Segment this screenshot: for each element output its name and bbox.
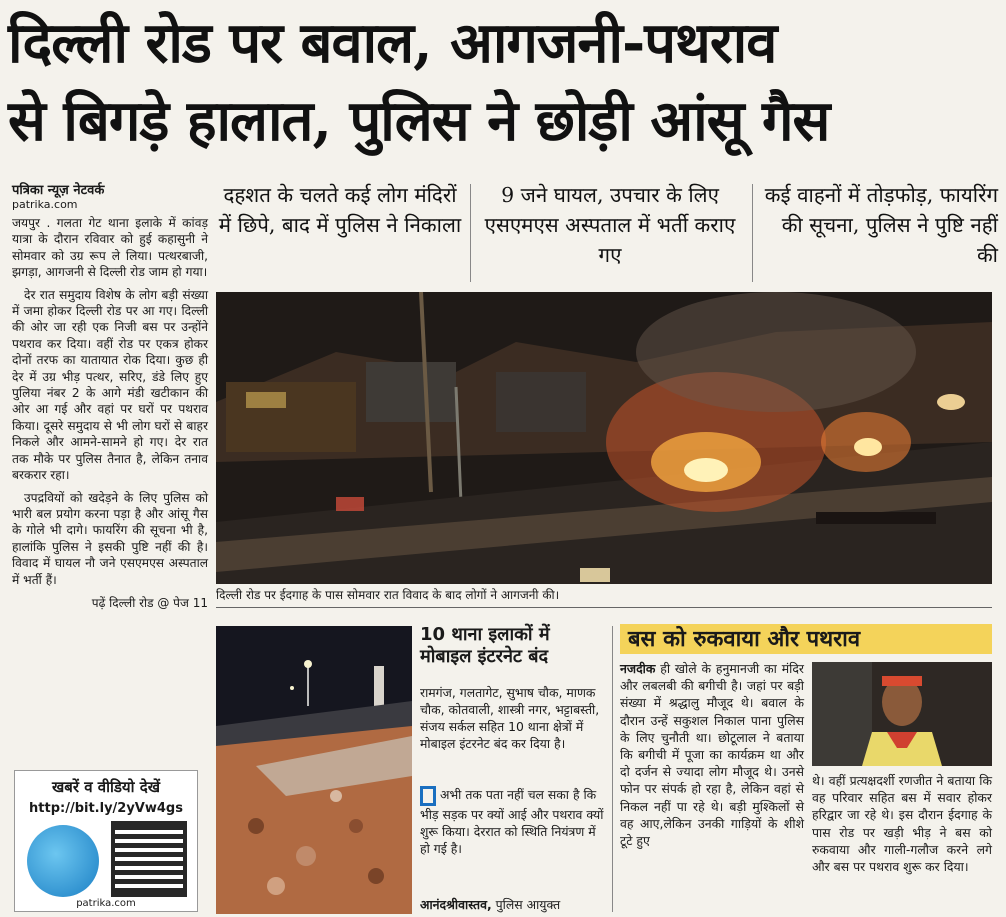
main-story [12,180,208,611]
qr-code [111,821,187,897]
quote-author [420,896,560,913]
story-paragraph-1: जयपुर . गलता गेट थाना इलाके में कांवड़ यात्रा के दौरान रविवार को हुई कहासुनी ने सोमवार को उग्र रूप ले लिया। पत्थरबाजी, झगड़ा, आगजनी से दिल्ली रोड जाम हो गया। [12,216,208,280]
bus-story-lead: नजदीक [620,661,656,676]
divider [612,626,613,912]
subhead-3: कई वाहनों में तोड़फोड़, फायरिंग की सूचना, पुलिस ने पुष्टि नहीं की [764,183,998,267]
bus-story-continued: थे। वहीं प्रत्यक्षदर्शी रणजीत ने बताया कि वह परिवार सहित बस में सवार होकर हरिद्वार जा रहे थे। इस दौरान ईदगाह के पास रोड पर खड़ी भीड़ ने बस को रुकवाया और गाली-गलौज करने लगे और बस पर पथराव शुरू कर दिया। [812,773,992,875]
main-photo-fire [216,292,992,584]
story-paragraph-2: देर रात समुदाय विशेष के लोग बड़ी संख्या में जमा होकर दिल्ली रोड पर आ गए। दिल्ली की ओर जा रही एक निजी बस पर उन्होंने पथराव कर दिया। वहीं रोड पर एकत्र होकर दोनों तरफ का यातायात रोक दिया। कुछ ही देर में उग्र भीड़ पत्थर, सरिए, डंडे लिए हुए पुलिया नंबर 2 के आगे मंडी खटीकान की ओर आ गई और वहां पर घरों पर पथराव किया। दूसरे समुदाय से भी लोग घरों से बाहर निकले और आमने-सामने हो गए। देर रात तक मौके पर पुलिस तैनात है, लेकिन तनाव बरकरार रहा। [12,287,208,483]
globe-icon [27,825,99,897]
divider [470,184,471,282]
bus-story-mid: ही खोले के हनुमानजी का मंदिर और लबलबी की बगीची है। जहां पर बड़ी संख्या में श्रद्धालु मौजूद थे। बवाल के दौरान उन्हें सकुशल निकाल पाना पुलिस के लिए चुनौती था। छोटूलाल ने बताया कि बगीची में पूजा का कार्यक्रम था और दो दर्जन से ज्यादा लोग मौजूद थे। उनसे फोन पर संपर्क हो रहा है, लेकिन वहां से निकल नहीं पा रहे थे। बड़ी मुश्किलों से वह आए,लेकिन उनकी गाड़ियों के शीशे टूटे हुए [620,661,804,849]
jump-line: पढ़ें दिल्ली रोड @ पेज 11 [91,595,208,610]
promo-site: patrika.com [76,898,136,909]
story-paragraph-3: उपद्रवियों को खदेड़ने के लिए पुलिस को भारी बल प्रयोग करना पड़ा है और आंसू गैस के गोले भी दागे। फायरिंग की सूचना भी है, हालांकि पुलिस ने इसकी पुष्टि नहीं की है। विवाद में घायल नौ जने एसएमएस अस्पताल में भर्ती हैं। [12,490,208,587]
headline-line-2: से बिगड़े हालात, पुलिस ने छोड़ी आंसू गैस [8,88,830,154]
bus-story-body [620,660,804,849]
internet-box-body: रामगंज, गलतागेट, सुभाष चौक, माणक चौक, कोतवाली, शास्त्री नगर, भट्टाबस्ती, संजय सर्कल सहित 10 थाना क्षेत्रों में मोबाइल इंटरनेट बंद कर दिया है। [420,685,600,751]
video-promo-box[interactable] [14,770,198,912]
headline-line-1: दिल्ली रोड पर बवाल, आगजनी-पथराव [8,10,777,76]
story-body [12,215,208,588]
bus-story-title: बस को रुकवाया और पथराव [620,624,992,654]
headline [8,4,998,160]
witness-photo [812,662,992,766]
author-name: आनंदश्रीवास्तव, [420,897,492,912]
divider [752,184,753,282]
byline-name: पत्रिका न्यूज़ नेटवर्क [12,183,105,198]
subhead-1: दहशत के चलते कई लोग मंदिरों में छिपे, बाद में पुलिस ने निकाला [218,183,462,237]
road-photo [216,626,412,914]
photo-caption: दिल्ली रोड पर ईदगाह के पास सोमवार रात विवाद के बाद लोगों ने आगजनी की। [216,586,992,608]
promo-title: खबरें व वीडियो देखें [52,778,160,796]
quote-icon [420,786,436,806]
promo-url[interactable]: http://bit.ly/2yVw4gs [29,801,183,816]
author-role: पुलिस आयुक्त [491,897,561,912]
subhead-2: 9 जने घायल, उपचार के लिए एसएमएस अस्पताल में भर्ती कराए गए [484,183,736,267]
byline-site: patrika.com [12,198,78,211]
quote-block [420,786,604,857]
quote-text: अभी तक पता नहीं चल सका है कि भीड़ सड़क पर क्यों आई और पथराव क्यों शुरू किया। देररात को स्थिति नियंत्रण में हो गई है। [420,787,604,856]
internet-box-title: 10 थाना इलाकों में मोबाइल इंटरनेट बंद [420,624,550,667]
